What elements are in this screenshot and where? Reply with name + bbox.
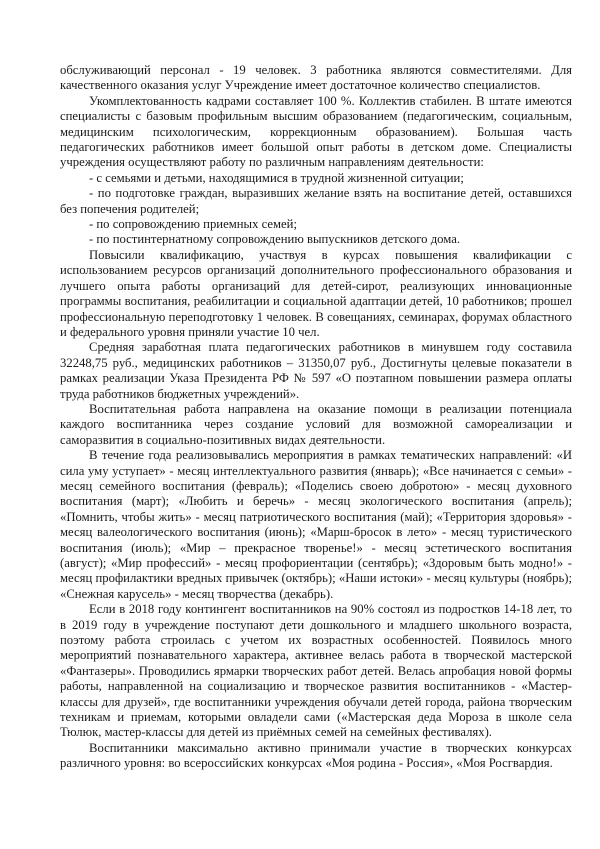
paragraph-staff-composition: обслуживающий персонал - 19 человек. 3 работника являются совместителями. Для качественного оказания услуг Учреждение имеет достаточное количество специалистов. — [60, 63, 572, 93]
paragraph-staffing-level: Укомплектованность кадрами составляет 100 %. Коллектив стабилен. В штате имеются специалисты с базовым профильным высшим образованием (педагогическим, социальным, медицинским психологическим, коррекционным образованием). Большая часть педагогических работников имеет большой опыт работы в детском доме. Специалисты учреждения осуществляют работу по различным направлениям деятельности: — [60, 93, 572, 170]
paragraph-educational-work: Воспитательная работа направлена на оказание помощи в реализации потенциала каждого воспитанника через создание условий для возможной самореализации и саморазвития в социально-позитивных видах деятельности. — [60, 401, 572, 447]
list-item-foster-support: - по сопровождению приемных семей; — [89, 217, 297, 232]
paragraph-monthly-themes: В течение года реализовывались мероприятия в рамках тематических направлений: «И сила уму уступает» - месяц интеллектуального развития (январь); «Все начинается с семьи» - месяц семейного воспитания (февраль); «Поделись своею добротою» - месяц духовного воспитания (март); «Любить и беречь» - месяц экологического воспитания (апрель); «Помнить, чтобы жить» - месяц патриотического воспитания (май); «Территория здоровья» - месяц валеологического воспитания (июнь); «Марш-бросок в лето» - месяц туристического воспитания (июль); «Мир – прекрасное творенье!» - месяц эстетического воспитания (август); «Мир профессий» - месяц профориентации (сентябрь); «Здоровым быть модно!» - месяц профилактики вредных привычек (октябрь); «Наши истоки» - месяц культуры (ноябрь); «Снежная карусель» - месяц творчества (декабрь). — [60, 448, 572, 601]
paragraph-salary: Средняя заработная плата педагогических работников в минувшем году составила 32248,75 руб., медицинских работников – 31350,07 руб., Достигнуты целевые показатели в рамках реализации Указа Президента РФ № 597 «О поэтапном повышении размера оплаты труда работников бюджетных учреждений». — [60, 340, 572, 401]
list-item-families: - с семьями и детьми, находящимися в трудной жизненной ситуации; — [89, 170, 464, 185]
list-item-foster-preparation: - по подготовке граждан, выразивших желание взять на воспитание детей, оставшихся без попечения родителей; — [60, 186, 572, 216]
paragraph-competitions: Воспитанники максимально активно принимали участие в творческих конкурсах различного уровня: во всероссийских конкурсах «Моя родина - Россия», «Моя Росгвардия. — [60, 740, 572, 771]
paragraph-age-groups: Если в 2018 году контингент воспитанников на 90% состоял из подростков 14-18 лет, то в 2019 году в учреждение поступают дети дошкольного и младшего школьного возраста, поэтому работа строилась с учетом их возрастных особенностей. Появилось много мероприятий познавательного характера, активнее велась работа в творческой мастерской «Фантазеры». Проводились ярмарки творческих работ детей. Велась апробация новой формы работы, направленной на социализацию и творческое развития воспитанников - «Мастер-классы для друзей», где воспитанники учреждения обучали детей города, района творческим техникам и приемам, которыми овладели сами («Мастерская деда Мороза в школе села Тюлюк, мастер-классы для детей из приёмных семей на семейных фестивалях). — [60, 602, 572, 740]
paragraph-qualification: Повысили квалификацию, участвуя в курсах повышения квалификации с использованием ресурсов организаций дополнительного профессионального образования и лучшего опыта работы организаций для детей-сирот, реализующих инновационные программы воспитания, реабилитации и социальной адаптации детей, 10 работников; прошел профессиональную переподготовку 1 человек. В совещаниях, семинарах, форумах областного и федерального уровня приняли участие 10 чел. — [60, 247, 572, 339]
list-item-post-residential: - по постинтернатному сопровождению выпускников детского дома. — [89, 232, 461, 247]
document-body — [60, 63, 572, 772]
